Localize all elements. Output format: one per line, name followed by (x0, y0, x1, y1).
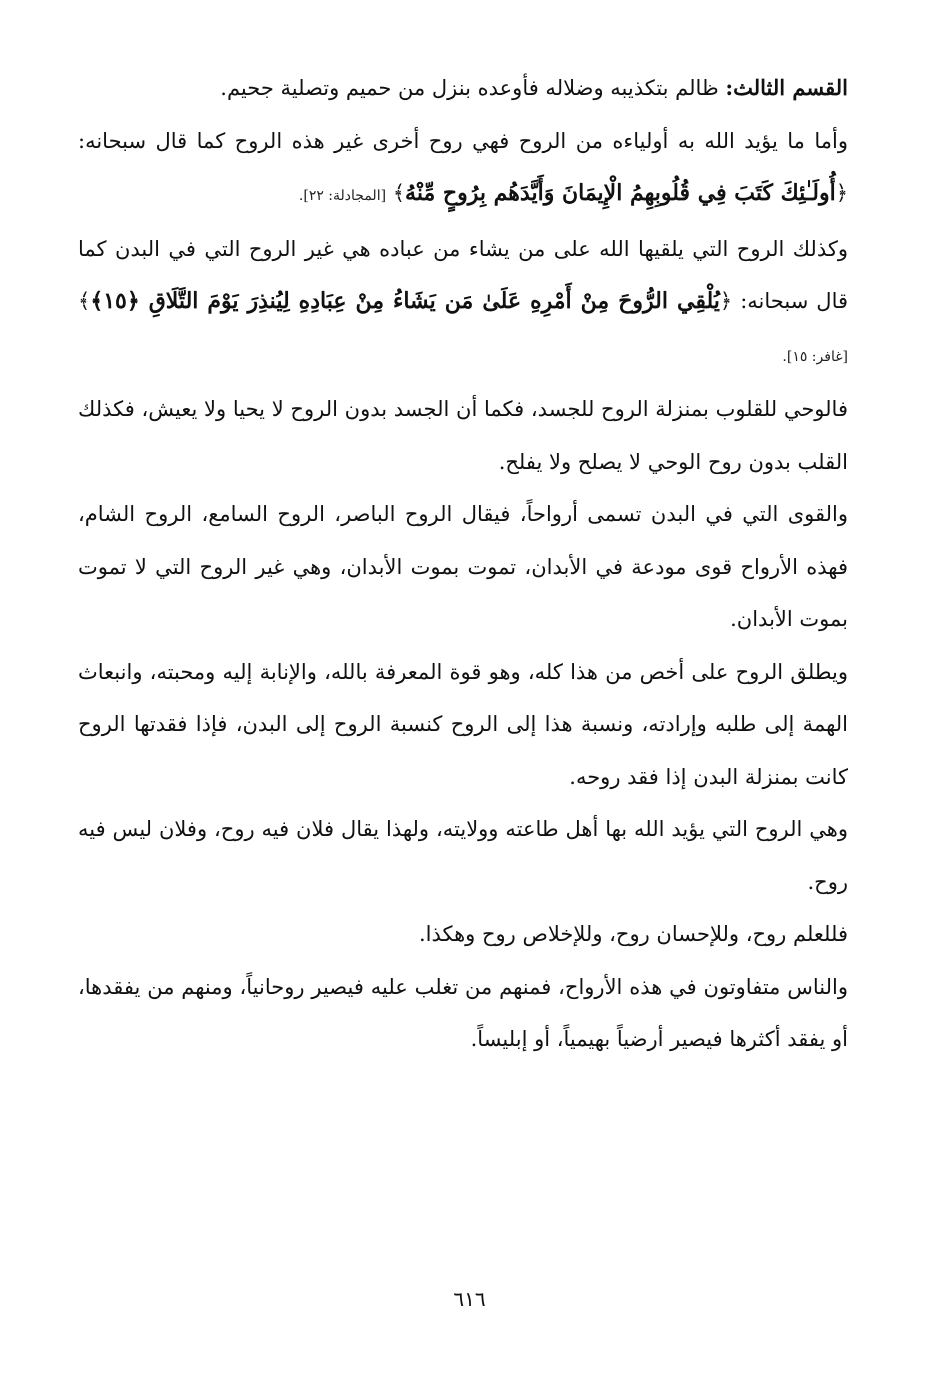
section-lead: القسم الثالث: (725, 75, 848, 100)
paragraph-text: والناس متفاوتون في هذه الأرواح، فمنهم من تغلب عليه فيصير روحانياً، ومنهم من يفقدها، أو يفقد أكثرها فيصير أرضياً بهيمياً، أو إبليساً. (78, 974, 848, 1051)
verse-reference: [المجادلة: ٢٢]. (298, 188, 387, 204)
paragraph-text: والقوى التي في البدن تسمى أرواحاً، فيقال الروح الباصر، الروح السامع، الروح الشام، فهذه الأرواح قوى مودعة في الأبدان، تموت بموت الأبدان، وهي غير الروح التي لا تموت بموت الأبدان. (78, 502, 848, 631)
paragraph-supporting-spirit (78, 115, 848, 223)
quran-verse: أُولَـٰئِكَ كَتَبَ فِي قُلُوبِهِمُ الْإِيمَانَ وَأَيَّدَهُم بِرُوحٍ مِّنْهُ (405, 180, 836, 206)
quran-open-bracket: ﴿ (835, 181, 848, 205)
body-text (78, 62, 848, 1066)
paragraph-text: وهي الروح التي يؤيد الله بها أهل طاعته وولايته، ولهذا يقال فلان فيه روح، وفلان ليس فيه روح. (78, 817, 848, 894)
paragraph-revelation-spirit (78, 223, 848, 384)
quran-open-bracket: ﴿ (719, 289, 733, 313)
quran-verse: يُلْقِي الرُّوحَ مِنْ أَمْرِهِ عَلَىٰ مَن يَشَاءُ مِنْ عِبَادِهِ لِيُنذِرَ يَوْمَ التَّلَاقِ ﴿١٥﴾ (90, 288, 720, 314)
paragraph-people-vary (78, 961, 848, 1066)
paragraph-text: ظالم بتكذيبه وضلاله فأوعده بنزل من حميم وتصلية جحيم. (220, 76, 719, 100)
paragraph-text: ويطلق الروح على أخص من هذا كله، وهو قوة المعرفة بالله، والإنابة إليه ومحبته، وانبعاث الهمة إلى طلبه وإرادته، ونسبة هذا إلى الروح كنسبة الروح إلى البدن، فإذا فقدتها الروح كانت بمنزلة البدن إذا فقد روحه. (78, 659, 848, 789)
quran-close-bracket: ﴾ (78, 289, 91, 313)
page-number: ٦١٦ (453, 1287, 486, 1311)
verse-reference: [غافر: ١٥]. (782, 348, 848, 365)
paragraph-knowledge-has-spirit (78, 908, 848, 961)
paragraph-text: فالوحي للقلوب بمنزلة الروح للجسد، فكما أن الجسد بدون الروح لا يحيا ولا يعيش، فكذلك القلب بدون روح الوحي لا يصلح ولا يفلح. (78, 397, 848, 474)
paragraph-people-of-obedience (78, 803, 848, 908)
paragraph-knowledge-of-god (78, 646, 848, 804)
paragraph-text: وكذلك الروح التي يلقيها الله على من يشاء من عباده هي غير الروح التي في البدن كما قال سبحانه: (78, 236, 849, 313)
paragraph-text: فللعلم روح، وللإحسان روح، وللإخلاص روح وهكذا. (418, 922, 848, 946)
paragraph-third-category (78, 62, 848, 115)
paragraph-revelation-hearts (78, 383, 848, 488)
paragraph-text: وأما ما يؤيد الله به أولياءه من الروح فهي روح أخرى غير هذه الروح كما قال سبحانه: (78, 128, 848, 153)
paragraph-body-faculties (78, 488, 848, 646)
quran-close-bracket: ﴾ (392, 181, 406, 205)
